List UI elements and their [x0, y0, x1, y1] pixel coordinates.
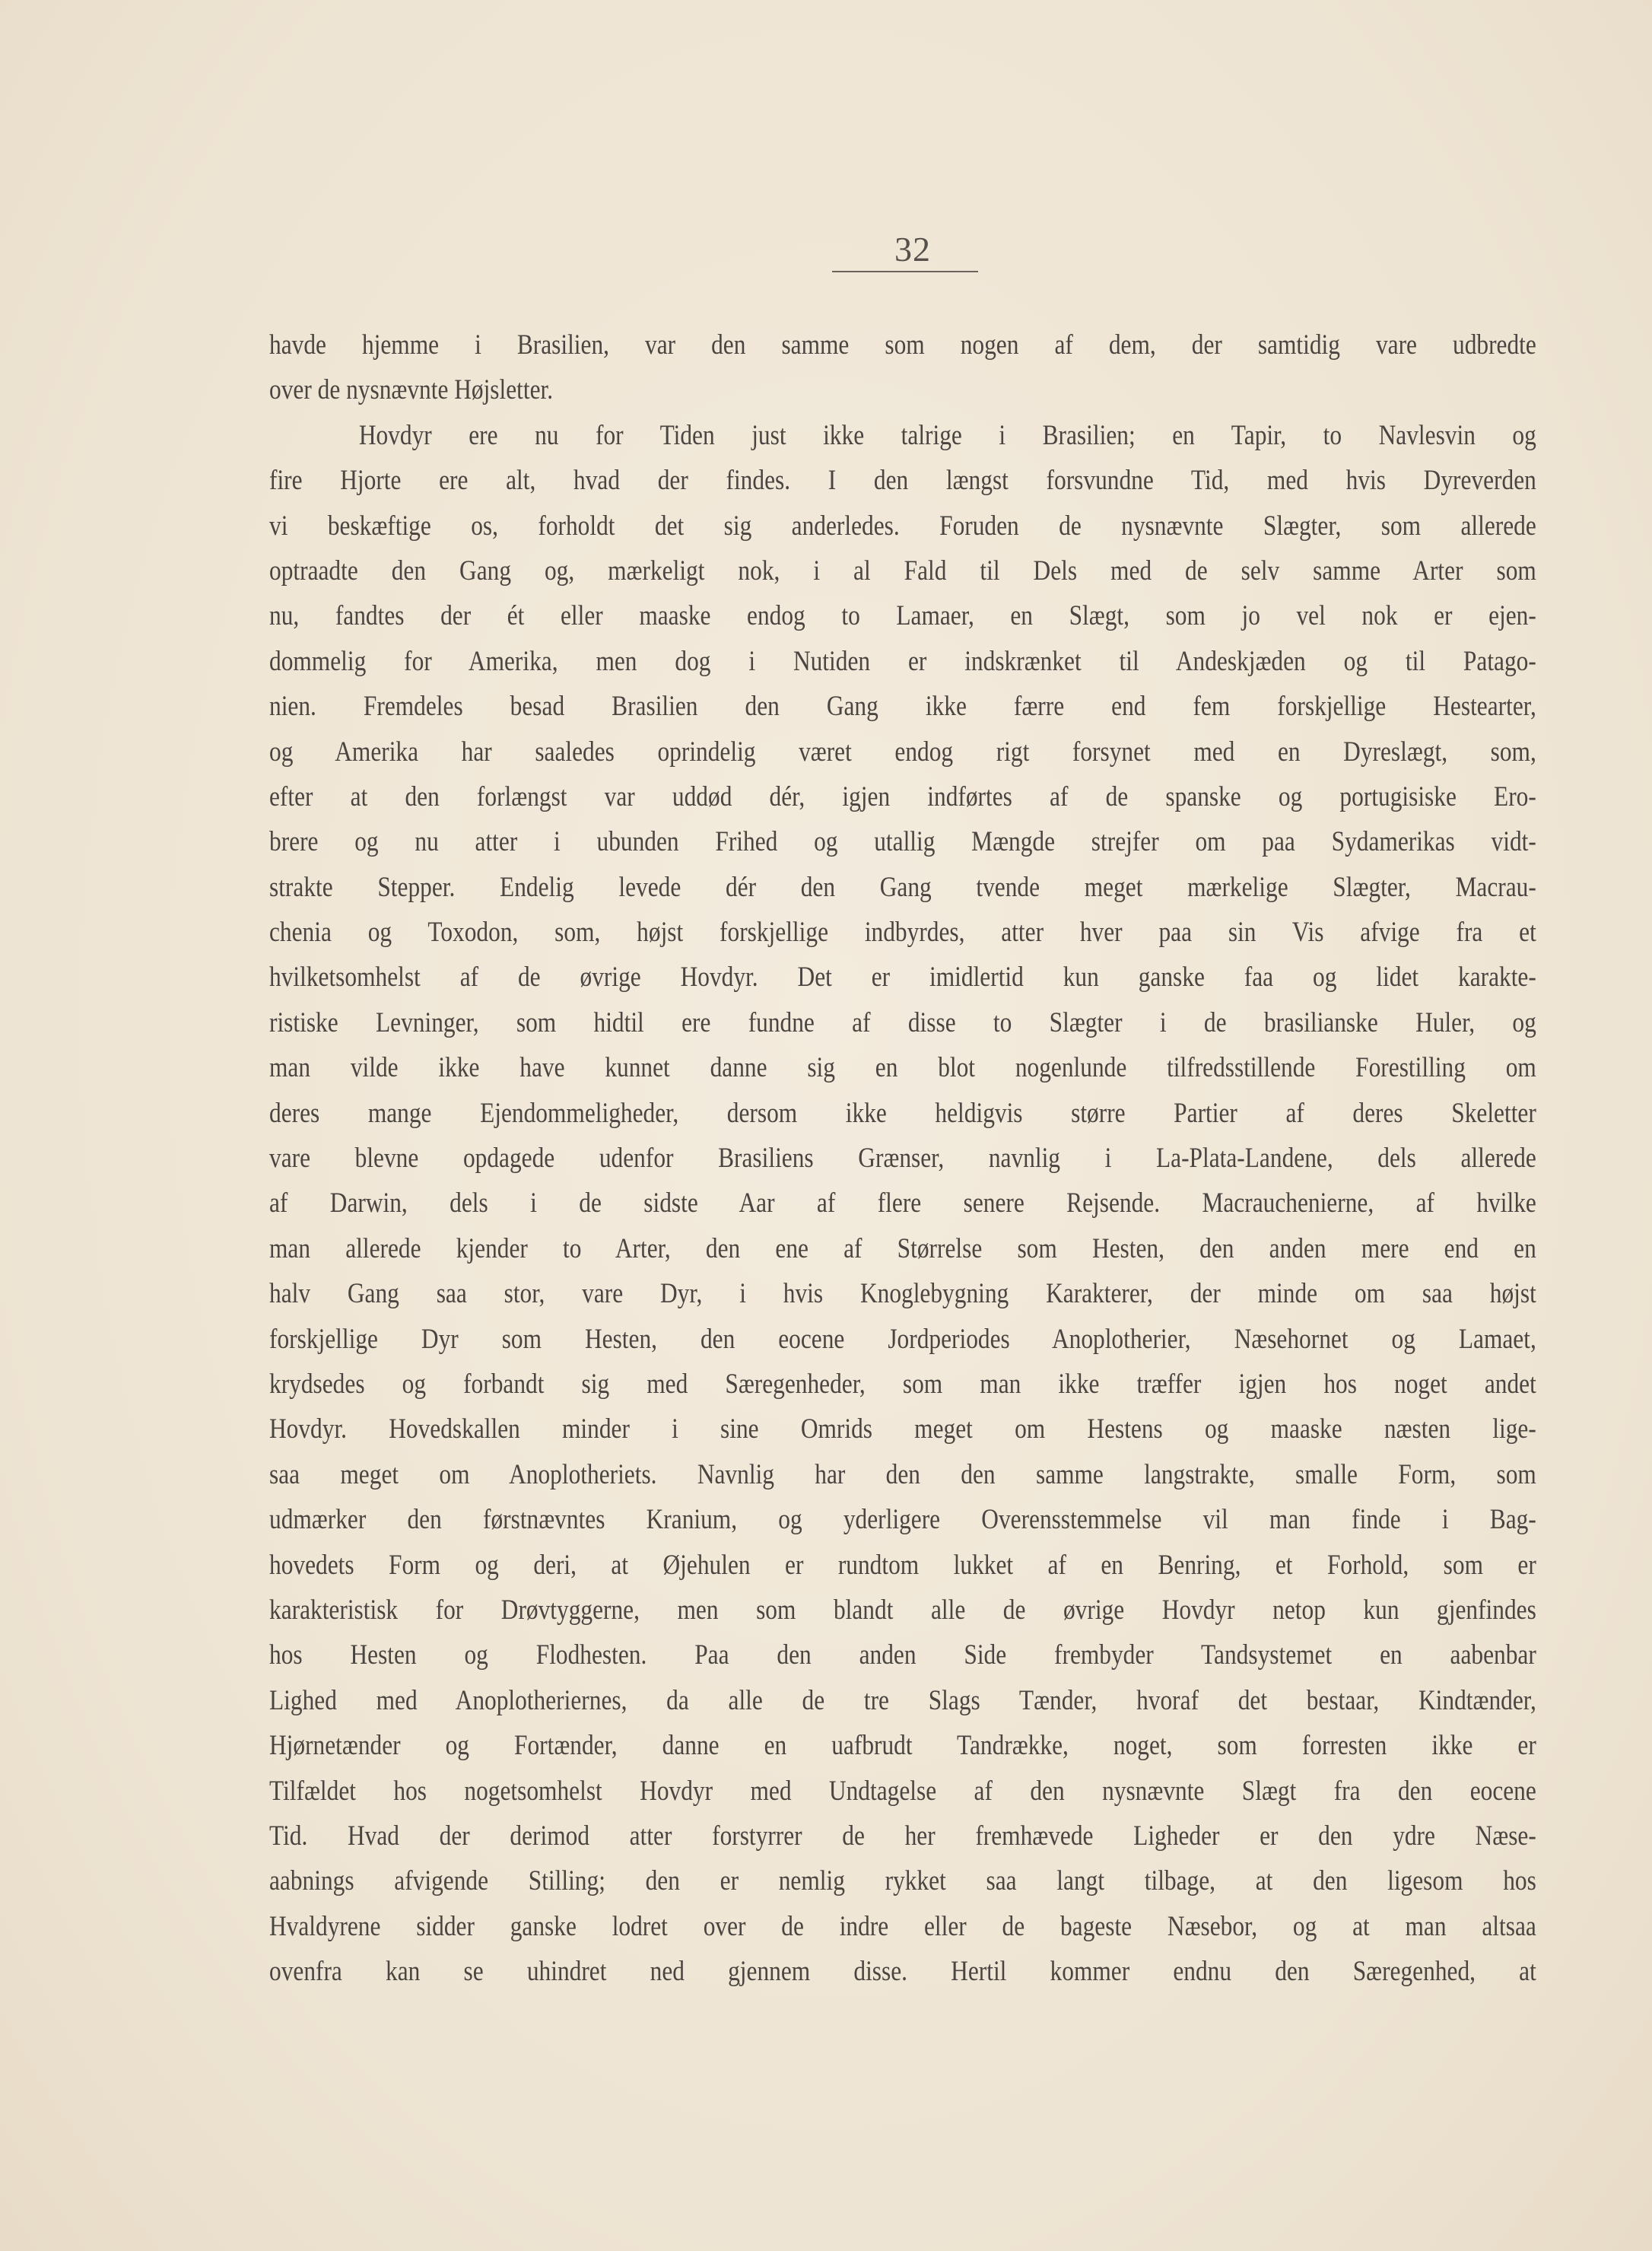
text-line: Lighed med Anoplotheriernes, da alle de tre Slags Tænder, hvoraf det bestaar, Kindtænder, — [269, 1683, 1536, 1715]
text-line: man vilde ikke have kunnet danne sig en blot nogenlunde tilfredsstillende Forestilling om — [269, 1051, 1536, 1083]
text-line: ristiske Levninger, som hidtil ere fundne af disse to Slægter i de brasilianske Huler, og — [269, 1006, 1536, 1038]
text-line: over de nysnævnte Højsletter. — [269, 374, 554, 405]
text-line: nien. Fremdeles besad Brasilien den Gang ikke færre end fem forskjellige Hestearter, — [269, 690, 1536, 722]
text-line: Hjørnetænder og Fortænder, danne en uafbrudt Tandrække, noget, som forresten ikke er — [269, 1729, 1536, 1761]
text-line: dommelig for Amerika, men dog i Nutiden er indskrænket til Andeskjæden og til Patago- — [269, 644, 1536, 676]
text-line: Tilfældet hos nogetsomhelst Hovdyr med Undtagelse af den nysnævnte Slægt fra den eocene — [269, 1774, 1536, 1806]
text-line: vare blevne opdagede udenfor Brasiliens Grænser, navnlig i La-Plata-Landene, dels allerede — [269, 1142, 1536, 1174]
text-line: forskjellige Dyr som Hesten, den eocene Jordperiodes Anoplotherier, Næsehornet og Lamaet, — [269, 1322, 1536, 1354]
text-line: vi beskæftige os, forholdt det sig anderledes. Foruden de nysnævnte Slægter, som allerede — [269, 509, 1536, 541]
text-line: Hovdyr ere nu for Tiden just ikke talrige i Brasilien; en Tapir, to Navlesvin og — [358, 418, 1536, 450]
text-line: Tid. Hvad der derimod atter forstyrrer de her fremhævede Ligheder er den ydre Næse- — [269, 1819, 1536, 1851]
text-line: efter at den forlængst var uddød dér, igjen indførtes af de spanske og portugisiske Ero- — [269, 780, 1536, 812]
text-line: hvilketsomhelst af de øvrige Hovdyr. Det er imidlertid kun ganske faa og lidet karakte- — [269, 961, 1536, 993]
text-line: strakte Stepper. Endelig levede dér den Gang tvende meget mærkelige Slægter, Macrau- — [269, 870, 1536, 902]
text-line: og Amerika har saaledes oprindelig været endog rigt forsynet med en Dyreslægt, som, — [269, 735, 1536, 767]
text-line: chenia og Toxodon, som, højst forskjellige indbyrdes, atter hver paa sin Vis afvige fra et — [269, 916, 1536, 948]
text-line: af Darwin, dels i de sidste Aar af flere senere Rejsende. Macrauchenierne, af hvilke — [269, 1187, 1536, 1219]
text-line: havde hjemme i Brasilien, var den samme som nogen af dem, der samtidig vare udbredte — [269, 329, 1536, 360]
body-text — [269, 322, 1536, 1993]
text-line: fire Hjorte ere alt, hvad der findes. I den længst forsvundne Tid, med hvis Dyreverden — [269, 464, 1536, 496]
text-line: nu, fandtes der ét eller maaske endog to Lamaer, en Slægt, som jo vel nok er ejen- — [269, 599, 1536, 631]
text-line: saa meget om Anoplotheriets. Navnlig har den den samme langstrakte, smalle Form, som — [269, 1458, 1536, 1490]
text-line: deres mange Ejendommeligheder, dersom ikke heldigvis større Partier af deres Skeletter — [269, 1096, 1536, 1128]
page-number: 32 — [894, 230, 931, 269]
text-line: optraadte den Gang og, mærkeligt nok, i al Fald til Dels med de selv samme Arter som — [269, 554, 1536, 586]
text-line: hos Hesten og Flodhesten. Paa den anden Side frembyder Tandsystemet en aabenbar — [269, 1639, 1536, 1671]
text-line: hovedets Form og deri, at Øjehulen er rundtom lukket af en Benring, et Forhold, som er — [269, 1548, 1536, 1580]
text-line: karakteristisk for Drøvtyggerne, men som blandt alle de øvrige Hovdyr netop kun gjenfindes — [269, 1593, 1536, 1625]
text-line: brere og nu atter i ubunden Frihed og utallig Mængde strejfer om paa Sydamerikas vidt- — [269, 825, 1536, 857]
text-line: halv Gang saa stor, vare Dyr, i hvis Knoglebygning Karakterer, der minde om saa højst — [269, 1277, 1536, 1309]
text-line: man allerede kjender to Arter, den ene af Størrelse som Hesten, den anden mere end en — [269, 1232, 1536, 1264]
text-line: krydsedes og forbandt sig med Særegenheder, som man ikke træffer igjen hos noget andet — [269, 1367, 1536, 1399]
text-line: ovenfra kan se uhindret ned gjennem disse. Hertil kommer endnu den Særegenhed, at — [269, 1955, 1536, 1987]
page-number-rule — [832, 271, 978, 272]
text-line: Hovdyr. Hovedskallen minder i sine Omrids meget om Hestens og maaske næsten lige- — [269, 1413, 1536, 1445]
text-line: aabnings afvigende Stilling; den er nemlig rykket saa langt tilbage, at den ligesom hos — [269, 1865, 1536, 1896]
text-line: udmærker den førstnævntes Kranium, og yderligere Overensstemmelse vil man finde i Bag- — [269, 1503, 1536, 1535]
text-line: Hvaldyrene sidder ganske lodret over de indre eller de bageste Næsebor, og at man altsaa — [269, 1909, 1536, 1941]
